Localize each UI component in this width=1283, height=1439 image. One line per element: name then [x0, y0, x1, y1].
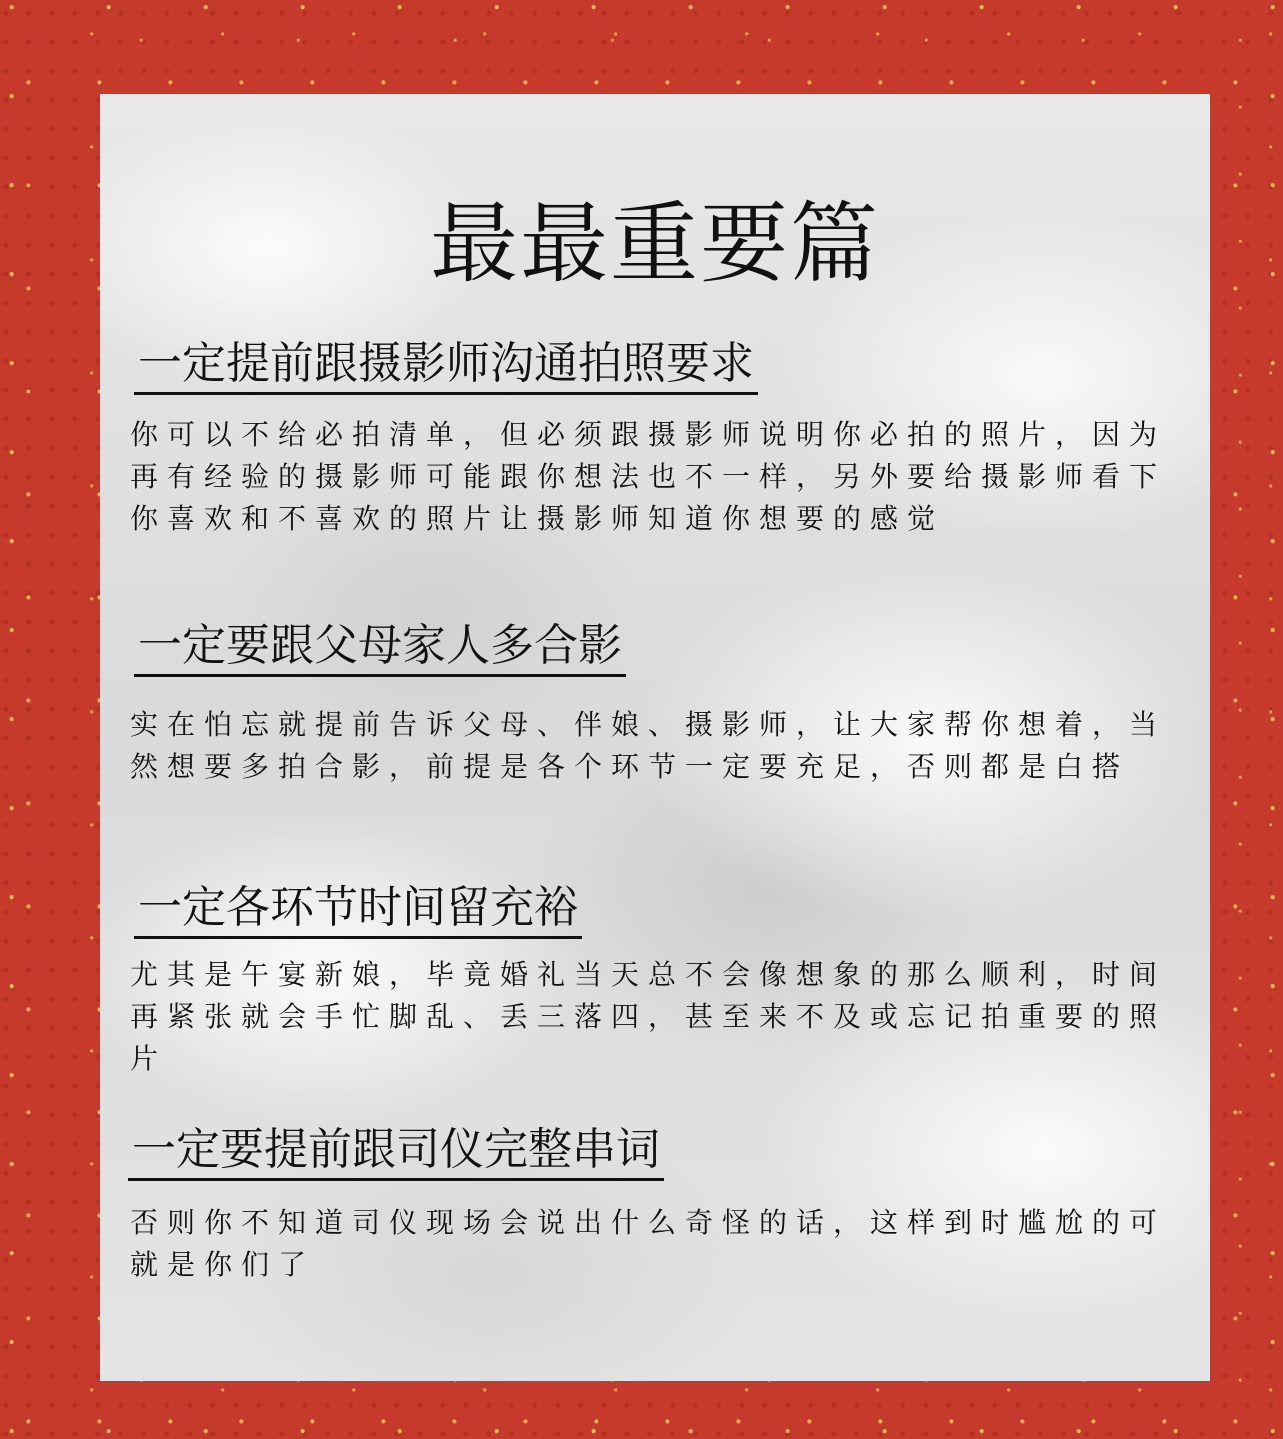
section-body-family-photos: 实在怕忘就提前告诉父母、伴娘、摄影师，让大家帮你想着，当然想要多拍合影，前提是各个环节一定要充足，否则都是白搭 [130, 708, 1167, 783]
section-body-mc-script: 否则你不知道司仪现场会说出什么奇怪的话，这样到时尴尬的可就是你们了 [130, 1206, 1167, 1281]
section-body-photographer: 你可以不给必拍清单，但必须跟摄影师说明你必拍的照片，因为再有经验的摄影师可能跟你想法也不一样，另外要给摄影师看下你喜欢和不喜欢的照片让摄影师知道你想要的感觉 [130, 418, 1167, 535]
page-title: 最最重要篇 [429, 192, 880, 295]
section-heading-mc-script: 一定要提前跟司仪完整串词 [128, 1122, 664, 1181]
section-heading-photographer: 一定提前跟摄影师沟通拍照要求 [134, 336, 758, 395]
section-heading-family-photos: 一定要跟父母家人多合影 [134, 618, 626, 677]
section-heading-time-buffer: 一定各环节时间留充裕 [134, 880, 582, 939]
section-body-time-buffer: 尤其是午宴新娘，毕竟婚礼当天总不会像想象的那么顺利，时间再紧张就会手忙脚乱、丢三落四，甚至来不及或忘记拍重要的照片 [130, 958, 1167, 1075]
